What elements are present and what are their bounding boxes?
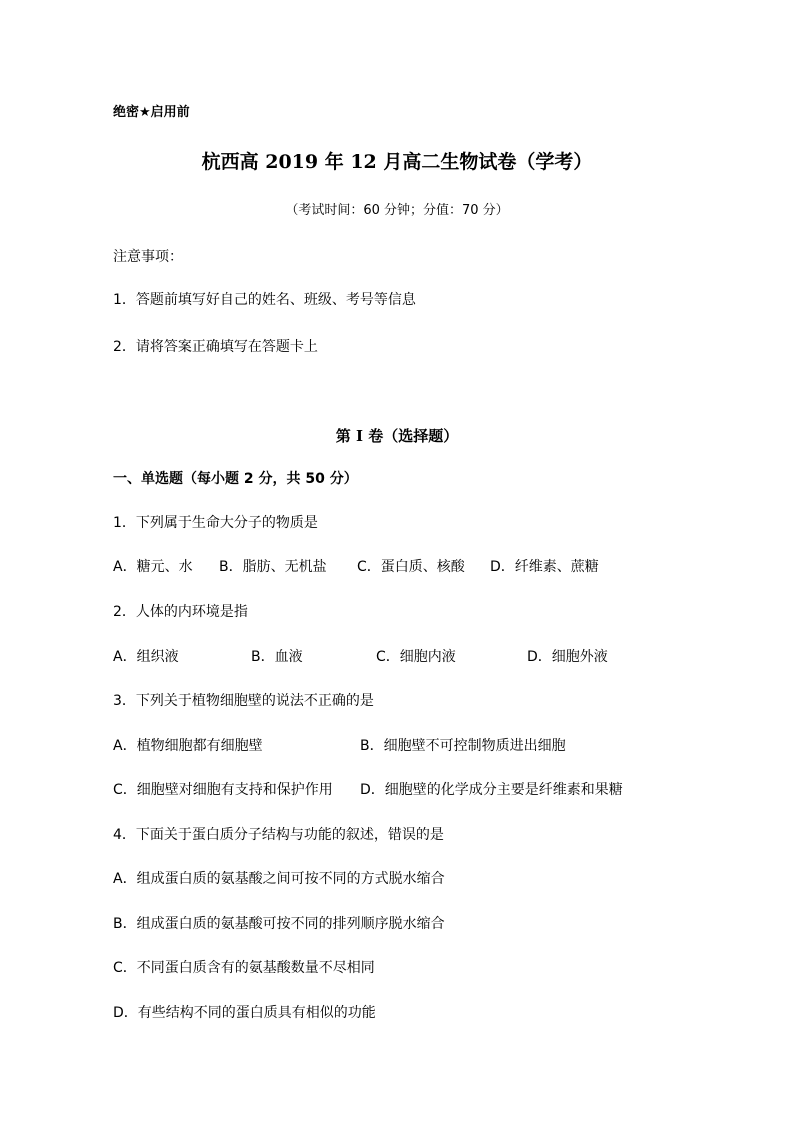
question-1-option-b: B．脂肪、无机盐 (219, 559, 327, 575)
confidential-label: 绝密★启用前 (113, 105, 190, 120)
question-3-option-a: A．植物细胞都有细胞壁 (113, 738, 263, 754)
exam-subtitle: （考试时间：60 分钟；分值：70 分） (285, 203, 509, 218)
question-3-stem: 3．下列关于植物细胞壁的说法不正确的是 (113, 693, 374, 709)
question-3-option-b: B．细胞壁不可控制物质进出细胞 (360, 738, 566, 754)
question-1-option-d: D．纤维素、蔗糖 (490, 559, 599, 575)
section-heading: 一、单选题（每小题 2 分，共 50 分） (113, 471, 358, 487)
part-title: 第 I 卷（选择题） (335, 427, 459, 445)
question-1-option-c: C．蛋白质、核酸 (357, 559, 465, 575)
question-4-option-d: D．有些结构不同的蛋白质具有相似的功能 (113, 1005, 376, 1021)
question-4-option-c: C．不同蛋白质含有的氨基酸数量不尽相同 (113, 960, 375, 976)
question-2-option-d: D．细胞外液 (527, 649, 608, 665)
question-4-stem: 4．下面关于蛋白质分子结构与功能的叙述，错误的是 (113, 827, 444, 843)
question-2-option-c: C．细胞内液 (376, 649, 456, 665)
question-2-stem: 2．人体的内环境是指 (113, 604, 248, 620)
question-2-option-b: B．血液 (251, 649, 303, 665)
question-2-option-a: A．组织液 (113, 649, 179, 665)
question-1-option-a: A．糖元、水 (113, 559, 193, 575)
question-3-option-d: D．细胞壁的化学成分主要是纤维素和果糖 (360, 782, 623, 798)
question-4-option-a: A．组成蛋白质的氨基酸之间可按不同的方式脱水缩合 (113, 871, 445, 887)
question-3-option-c: C．细胞壁对细胞有支持和保护作用 (113, 782, 333, 798)
exam-title: 杭西高 2019 年 12 月高二生物试卷（学考） (201, 151, 593, 173)
question-4-option-b: B．组成蛋白质的氨基酸可按不同的排列顺序脱水缩合 (113, 916, 445, 932)
question-1-stem: 1．下列属于生命大分子的物质是 (113, 515, 318, 531)
notice-item-2: 2．请将答案正确填写在答题卡上 (113, 339, 318, 355)
notice-heading: 注意事项： (113, 249, 183, 265)
notice-item-1: 1．答题前填写好自己的姓名、班级、考号等信息 (113, 292, 416, 308)
